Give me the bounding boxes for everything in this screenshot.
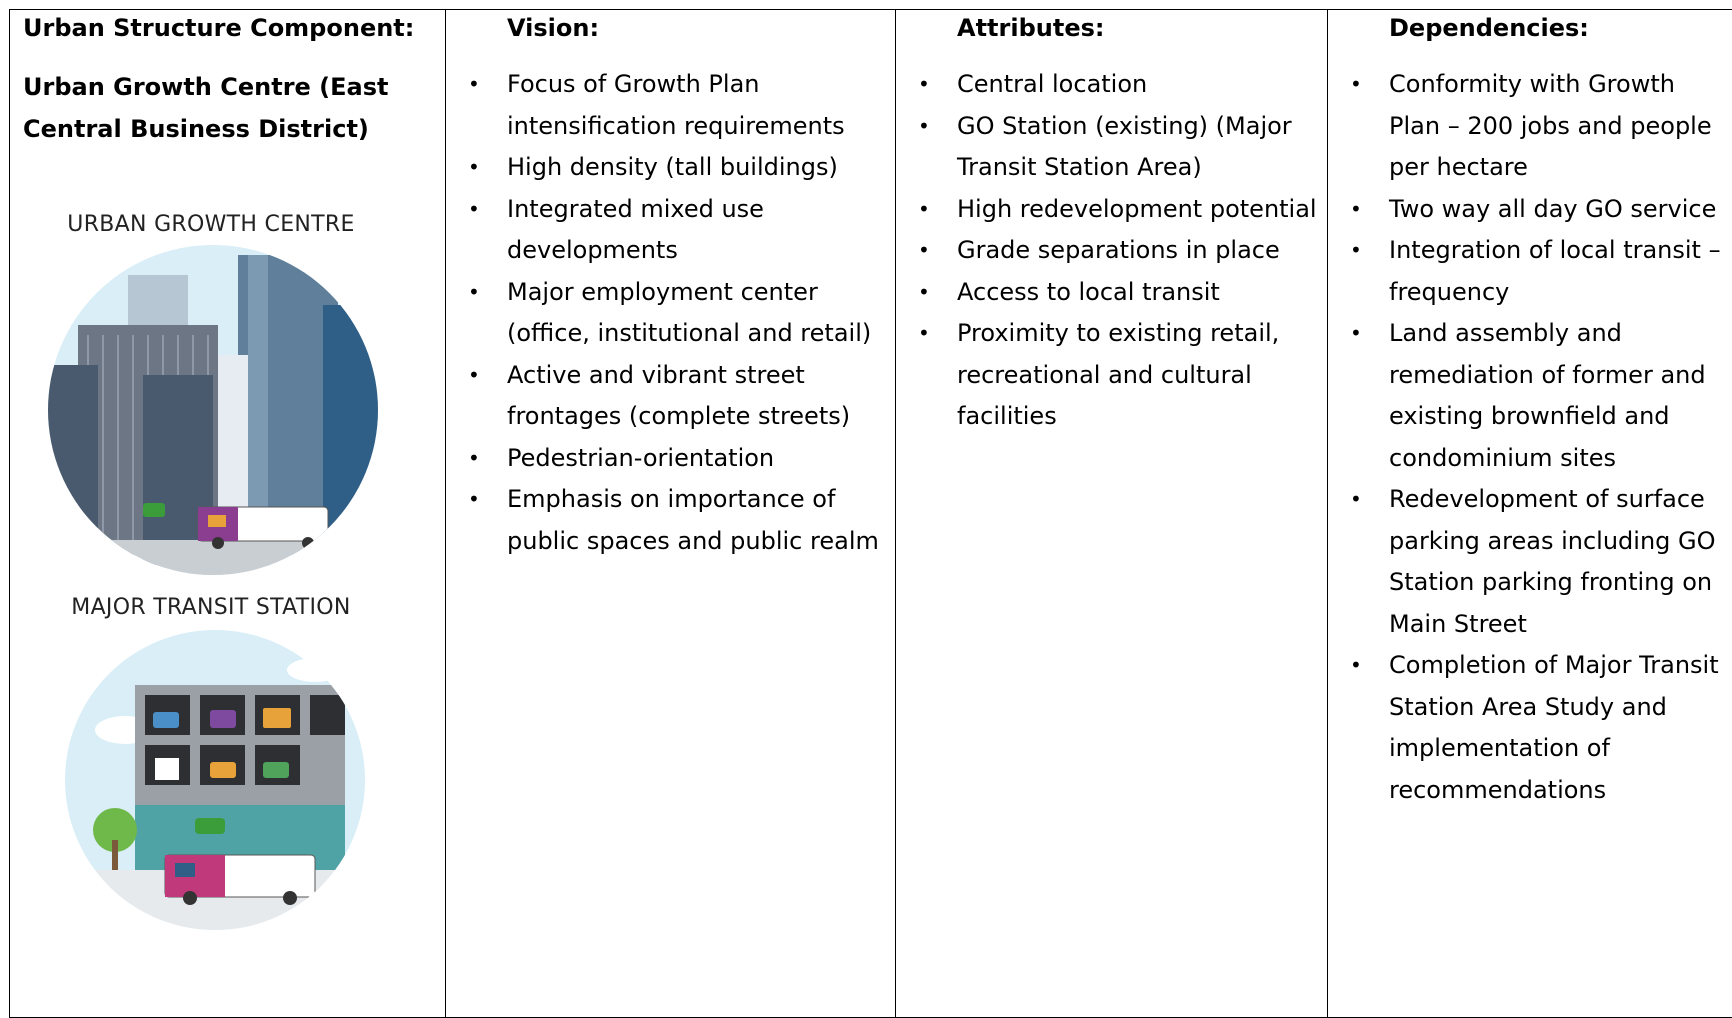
list-item: • High density (tall buildings) <box>507 147 885 189</box>
list-item: • Conformity with Growth Plan – 200 jobs and people per hectare <box>1389 64 1722 189</box>
bullet-icon: • <box>1350 487 1362 511</box>
list-item: • Active and vibrant street frontages (complete streets) <box>507 355 885 438</box>
bullet-icon: • <box>918 279 930 304</box>
bullet-icon: • <box>1350 72 1362 96</box>
vision-header: Vision: <box>507 14 600 42</box>
urban-growth-centre-illustration <box>48 245 378 575</box>
major-transit-station-illustration <box>65 630 365 930</box>
component-cell <box>10 10 446 1018</box>
list-item: • Pedestrian-orientation <box>507 438 885 480</box>
bullet-icon: • <box>1350 238 1362 262</box>
bullet-icon: • <box>918 113 930 138</box>
list-item: • Focus of Growth Plan intensification requirements <box>507 64 885 147</box>
component-header: Urban Structure Component: <box>23 14 415 42</box>
bullet-icon: • <box>468 279 480 304</box>
component-name: Urban Growth Centre (East Central Business District) <box>23 73 389 143</box>
list-item: • Proximity to existing retail, recreational and cultural facilities <box>957 313 1317 438</box>
list-item: • Emphasis on importance of public spaces and public realm <box>507 479 885 562</box>
bullet-icon: • <box>918 238 930 262</box>
dependencies-header: Dependencies: <box>1389 14 1589 42</box>
bullet-icon: • <box>918 72 930 96</box>
list-item: • Two way all day GO service <box>1389 189 1722 231</box>
bullet-icon: • <box>468 362 480 387</box>
list-item: • Integrated mixed use developments <box>507 189 885 272</box>
bullet-icon: • <box>468 445 480 470</box>
attributes-cell <box>896 10 1328 1018</box>
bullet-icon: • <box>468 155 480 179</box>
list-item: • Major employment center (office, institutional and retail) <box>507 272 885 355</box>
list-item: • Central location <box>957 64 1317 106</box>
bullet-icon: • <box>918 196 930 221</box>
bullet-icon: • <box>468 196 480 221</box>
bullet-icon: • <box>468 487 480 511</box>
list-item: • GO Station (existing) (Major Transit Station Area) <box>957 106 1317 189</box>
list-item: • High redevelopment potential <box>957 189 1317 231</box>
list-item: • Integration of local transit – frequency <box>1389 230 1722 313</box>
urban-structure-table <box>9 9 1732 1018</box>
list-item: • Access to local transit <box>957 272 1317 314</box>
illustration-caption-2: MAJOR TRANSIT STATION <box>71 595 351 620</box>
dependencies-cell <box>1328 10 1732 1018</box>
bullet-icon: • <box>468 72 480 96</box>
bullet-icon: • <box>1350 196 1362 221</box>
vision-cell <box>446 10 896 1018</box>
list-item: • Redevelopment of surface parking areas including GO Station parking fronting on Main Street <box>1389 479 1722 645</box>
list-item: • Grade separations in place <box>957 230 1317 272</box>
illustration-caption-1: URBAN GROWTH CENTRE <box>67 212 355 237</box>
attributes-header: Attributes: <box>957 14 1105 42</box>
table-row <box>10 10 1732 1018</box>
bullet-icon: • <box>1350 321 1362 345</box>
list-item: • Completion of Major Transit Station Area Study and implementation of recommendations <box>1389 645 1722 811</box>
attributes-list <box>918 64 1317 438</box>
bullet-icon: • <box>918 321 930 345</box>
dependencies-list <box>1350 64 1722 811</box>
list-item: • Land assembly and remediation of former and existing brownfield and condominium sites <box>1389 313 1722 479</box>
vision-list <box>468 64 885 562</box>
bullet-icon: • <box>1350 653 1362 677</box>
